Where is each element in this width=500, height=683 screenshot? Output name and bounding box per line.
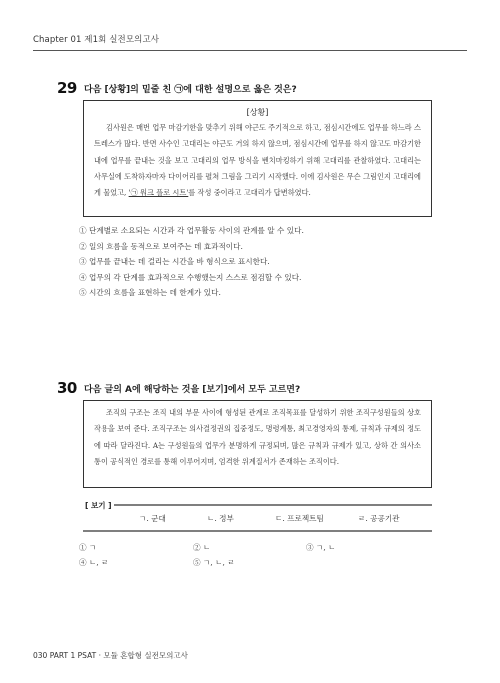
- work-flow-sheet-underlined: '㉠ 워크 플로 시트': [128, 188, 189, 198]
- header-divider: [33, 50, 467, 51]
- option-1[interactable]: ① ㄱ: [79, 543, 97, 552]
- bogi-label: [83, 500, 114, 511]
- bogi-label-text: 보기: [91, 501, 106, 510]
- question-29-text: 다음 [상황]의 밑줄 친 ㉠에 대한 설명으로 옳은 것은?: [84, 85, 297, 95]
- bogi-box: [83, 501, 432, 532]
- situation-passage-text: 김사원은 매번 업무 마감기한을 맞추기 위해 야근도 주기적으로 하고, 점심시간에도 업무를 하느라 스트레스가 많다. 반면 사수인 고대리는 야근도 거의 하지 않으며, 점심시간에 업무를 하지 않고도 마감기한 내에 업무를 끝내는 것을 보고 고대리의 업무 방식을 벤치마킹하기 위해 고대리를 관찰하였다. 고대리는 사무실에 도착하자마자 다이어리를 펼쳐 그림을 그리기 시작했다. 이에 김사원은 무슨 그림인지 고대리에게 물었고,: [94, 123, 421, 198]
- passage-box: [83, 400, 432, 488]
- choice-5[interactable]: ⑤ 시간의 흐름을 표현하는 데 한계가 있다.: [79, 288, 221, 298]
- bogi-item-project-team: ㄷ. 프로젝트팀: [275, 514, 324, 523]
- choice-3[interactable]: ③ 업무를 끝내는 데 걸리는 시간을 바 형식으로 표시한다.: [79, 257, 270, 267]
- situation-passage-end: 를 작성 중이라고 고대리가 답변하였다.: [188, 188, 311, 198]
- situation-passage: [94, 120, 421, 201]
- question-30-text: 다음 글의 A에 해당하는 것을 [보기]에서 모두 고르면?: [84, 385, 301, 395]
- bogi-item-army: ㄱ. 군대: [139, 514, 166, 523]
- question-30-number: 30: [57, 379, 77, 397]
- option-4[interactable]: ④ ㄴ, ㄹ: [79, 558, 109, 567]
- choice-2[interactable]: ② 일의 흐름을 동적으로 보여주는 데 효과적이다.: [79, 241, 243, 251]
- bogi-bracket-open: [: [85, 501, 92, 510]
- option-3[interactable]: ③ ㄱ, ㄴ: [306, 543, 336, 552]
- choice-4[interactable]: ④ 업무의 각 단계를 효과적으로 수행했는지 스스로 점검할 수 있다.: [79, 272, 302, 282]
- bogi-item-public-agency: ㄹ. 공공기관: [358, 514, 400, 523]
- option-2[interactable]: ② ㄴ: [193, 543, 211, 552]
- question-29-choices: [79, 223, 304, 301]
- situation-box: [83, 100, 432, 217]
- option-5[interactable]: ⑤ ㄱ, ㄴ, ㄹ: [193, 558, 235, 567]
- chapter-header: Chapter 01 제1회 실전모의고사: [33, 35, 160, 45]
- situation-box-title: [상황]: [246, 108, 269, 117]
- organization-passage: 조직의 구조는 조직 내의 부문 사이에 형성된 관계로 조직목표를 달성하기 위한 조직구성원들의 상호작용을 보여 준다. 조직구조는 의사결정권의 집중정도, 명령계통, 최고경영자의 통제, 규칙과 규제의 정도에 따라 달라진다. A는 구성원들의 업무가 분명하게 규정되며, 많은 규칙과 규제가 있고, 상하 간 의사소통이 공식적인 경로를 통해 이루어지며, 엄격한 위계질서가 존재하는 조직이다.: [94, 408, 421, 466]
- question-29-number: 29: [57, 79, 77, 97]
- bogi-bracket-close: ]: [105, 501, 112, 510]
- choice-1[interactable]: ① 단계별로 소요되는 시간과 각 업무활동 사이의 관계를 알 수 있다.: [79, 226, 304, 235]
- bogi-item-government: ㄴ. 정부: [207, 514, 234, 523]
- page-footer: 030 PART 1 PSAT · 모듈 혼합형 실전모의고사: [33, 651, 188, 660]
